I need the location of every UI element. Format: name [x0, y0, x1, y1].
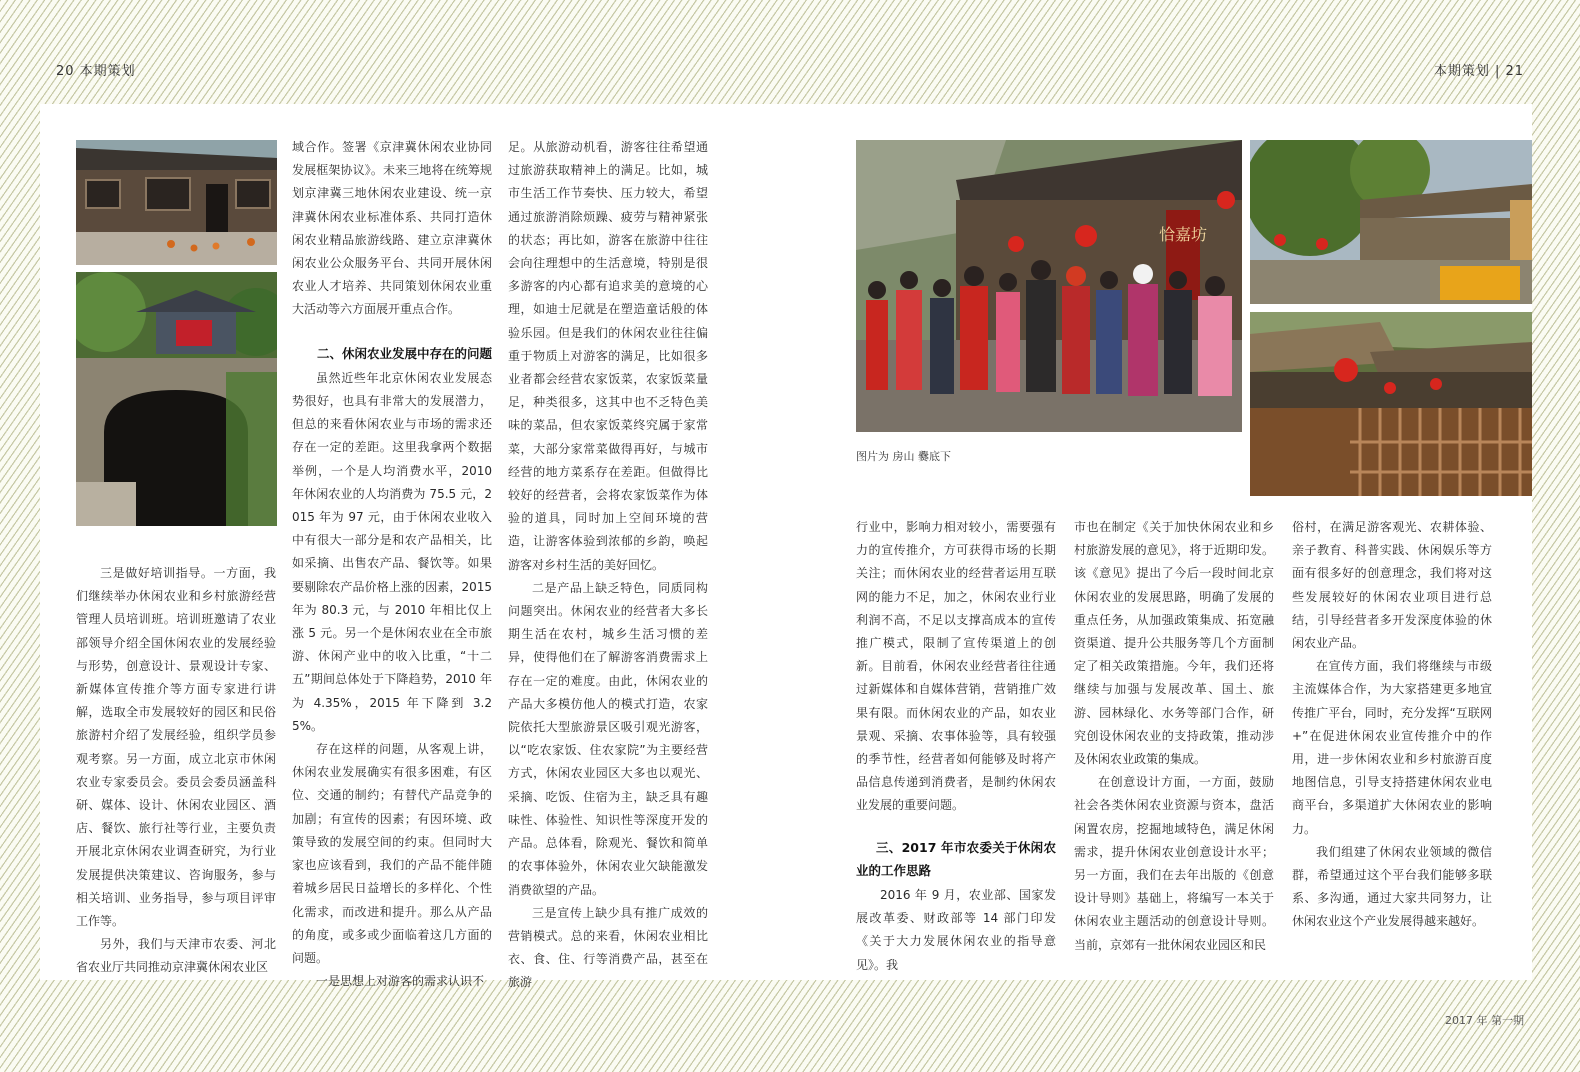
paragraph: 在创意设计方面，一方面，鼓励社会各类休闲农业资源与资本，盘活闲置农房，挖掘地域特色，满足休闲需求，提升休闲农业创意设计水平；另一方面，我们在去年出版的《创意设计导则》基础上，将编写一本关于休闲农业主题活动的创意设计导则。当前，京郊有一批休闲农业园区和民 [1074, 775, 1274, 952]
photo-caption: 图片为 房山 爨底下 [856, 450, 951, 463]
stone-arch-gate-photo [76, 272, 277, 526]
paragraph: 市也在制定《关于加快休闲农业和乡村旅游发展的意见》，将于近期印发。该《意见》提出了今后一段时间北京休闲农业的发展思路，明确了发展的重点任务，从加强政策集成、拓宽融资渠道、提升公共服务等几个方面制定了相关政策措施。今年，我们还将继续与加强与发展改革、国土、旅游、园林绿化、水务等部门合作，研究创设休闲农业的支持政策，推动涉及休闲农业政策的集成。 [1074, 520, 1274, 767]
paragraph: 存在这样的问题，从客观上讲，休闲农业发展确实有很多困难，有区位、交通的制约；有替代产品竞争的加剧；有宣传的因素；有因环境、政策导致的发展空间的约束。但同时大家也应该看到，我们的产品不能伴随着城乡居民日益增长的多样化、个性化需求，而改进和提升。那么从产品的角度，或多或少面临着这几方面的问题。 [292, 742, 492, 965]
paragraph: 一是思想上对游客的需求认识不 [316, 974, 485, 989]
page-header-right: 本期策划 | 21 [1433, 64, 1524, 79]
page-header-left: 20 本期策划 [56, 64, 136, 79]
text-column-5 [1074, 516, 1274, 957]
text-column-1 [76, 562, 276, 980]
paragraph: 域合作。签署《京津冀休闲农业协同发展框架协议》。未来三地将在统筹规划京津冀三地休闲农业建设、统一京津冀休闲农业标准体系、共同打造休闲农业精品旅游线路、建立京津冀休闲农业公众服务平台、共同开展休闲农业人才培养、共同策划休闲农业重大活动等六方面展开重点合作。 [292, 140, 492, 317]
section-heading: 三、2017 年市农委关于休闲农业的工作思路 [856, 839, 1056, 878]
paragraph: 二是产品上缺乏特色，同质同构问题突出。休闲农业的经营者大多长期生活在农村，城乡生活习惯的差异，使得他们在了解游客消费需求上存在一定的难度。由此，休闲农业的产品大多模仿他人的模式打造，农家院依托大型旅游景区吸引观光游客，以“吃农家饭、住农家院”为主要经营方式，休闲农业园区大多也以观光、采摘、吃饭、住宿为主，缺乏具有趣味性、体验性、知识性等深度开发的产品。总体看，除观光、餐饮和简单的农事体验外，休闲农业欠缺能激发消费欲望的产品。 [508, 580, 708, 897]
issue-footer: 2017 年 第一期 [1445, 1014, 1524, 1027]
tourist-crowd-photo [856, 140, 1242, 432]
text-column-2 [292, 136, 492, 993]
paragraph: 虽然近些年北京休闲农业发展态势很好，也具有非常大的发展潜力，但总的来看休闲农业与市场的需求还存在一定的差距。这里我拿两个数据举例，一个是人均消费水平，2010 年休闲农业的人均消费为 75.5 元，2015 年为 97 元，由于休闲农业收入中有很大一部分是和农产品相关，比如采摘、出售农产品、餐饮等。如果要剔除农产品价格上涨的因素，2015 年为 80.3 元，与 2010 年相比仅上涨 5 元。另一个是休闲农业在全市旅游、休闲产业中的收入比重，“十二五”期间总体处于下降趋势，2010 年为 4.35%，2015 年下降到 3.25%。 [292, 370, 492, 733]
paragraph: 俗村，在满足游客观光、农耕体验、亲子教育、科普实践、休闲娱乐等方面有很多好的创意理念，我们将对这些发展较好的休闲农业项目进行总结，引导经营者多开发深度体验的休闲农业产品。 [1292, 520, 1492, 651]
paragraph: 在宣传方面，我们将继续与市级主流媒体合作，为大家搭建更多地宣传推广平台，同时，充分发挥“互联网+”在促进休闲农业宣传推介中的作用，进一步休闲农业和乡村旅游百度地图信息，引导支持搭建休闲农业电商平台，多渠道扩大休闲农业的影响力。 [1292, 659, 1492, 836]
paragraph: 2016 年 9 月，农业部、国家发展改革委、财政部等 14 部门印发《关于大力发展休闲农业的指导意见》。我 [856, 888, 1056, 972]
paragraph: 行业中，影响力相对较小，需要强有力的宣传推介，方可获得市场的长期关注；而休闲农业的经营者运用互联网的能力不足，加之，休闲农业行业利润不高，不足以支撑高成本的宣传推广模式，限制了宣传渠道上的创新。目前看，休闲农业经营者往往通过新媒体和自媒体营销，营销推广效果有限。而休闲农业的产品，如农业景观、采摘、农事体验等，具有较强的季节性，经营者如何能够及时将产品信息传递到消费者，是制约休闲农业发展的重要问题。 [856, 520, 1056, 813]
shop-sign-text: 恰嘉坊 [1158, 225, 1208, 244]
section-heading: 二、休闲农业发展中存在的问题 [317, 345, 493, 361]
village-courtyard-photo [1250, 140, 1532, 304]
farmhouse-photo [76, 140, 277, 265]
text-column-4 [856, 516, 1056, 977]
paragraph: 三是做好培训指导。一方面，我们继续举办休闲农业和乡村旅游经营管理人员培训班。培训班邀请了农业部领导介绍全国休闲农业的发展经验与形势，创意设计、景观设计专家、新媒体宣传推介等方面专家进行讲解，选取全市发展较好的园区和民俗旅游村介绍了发展经验，组织学员参观考察。另一方面，成立北京市休闲农业专家委员会。委员会委员涵盖科研、媒体、设计、休闲农业园区、酒店、餐饮、旅行社等行业，主要负责开展北京休闲农业调查研究，为行业发展提供决策建议、咨询服务，参与相关培训、业务指导，参与项目评审工作等。 [76, 566, 276, 929]
paragraph: 另外，我们与天津市农委、河北省农业厅共同推动京津冀休闲农业区 [76, 937, 276, 975]
village-fence-photo [1250, 312, 1532, 496]
text-column-3 [508, 136, 708, 995]
paragraph: 三是宣传上缺少具有推广成效的营销模式。总的来看，休闲农业相比衣、食、住、行等消费产品，甚至在旅游 [508, 905, 708, 990]
paragraph: 足。从旅游动机看，游客往往希望通过旅游获取精神上的满足。比如，城市生活工作节奏快、压力较大，希望通过旅游消除烦躁、疲劳与精神紧张的状态；再比如，游客在旅游中往往会向往理想中的生活意境，特别是很多游客的内心都有追求美的意境的心理，如迪士尼就是在塑造童话般的体验乐园。但是我们的休闲农业往往偏重于物质上对游客的满足，比如很多业者都会经营农家饭菜，农家饭菜量足，种类很多，这其中也不乏特色美味的菜品，但农家饭菜终究属于家常菜，大部分家常菜做得再好，与城市经营的地方菜系存在差距。但做得比较好的经营者，会将农家饭菜作为体验的道具，同时加上空间环境的营造，让游客体验到浓郁的乡韵，唤起游客对乡村生活的美好回忆。 [508, 140, 708, 572]
text-column-6 [1292, 516, 1492, 934]
paragraph: 我们组建了休闲农业领域的微信群，希望通过这个平台我们能够多联系、多沟通，通过大家共同努力，让休闲农业这个产业发展得越来越好。 [1292, 844, 1492, 929]
